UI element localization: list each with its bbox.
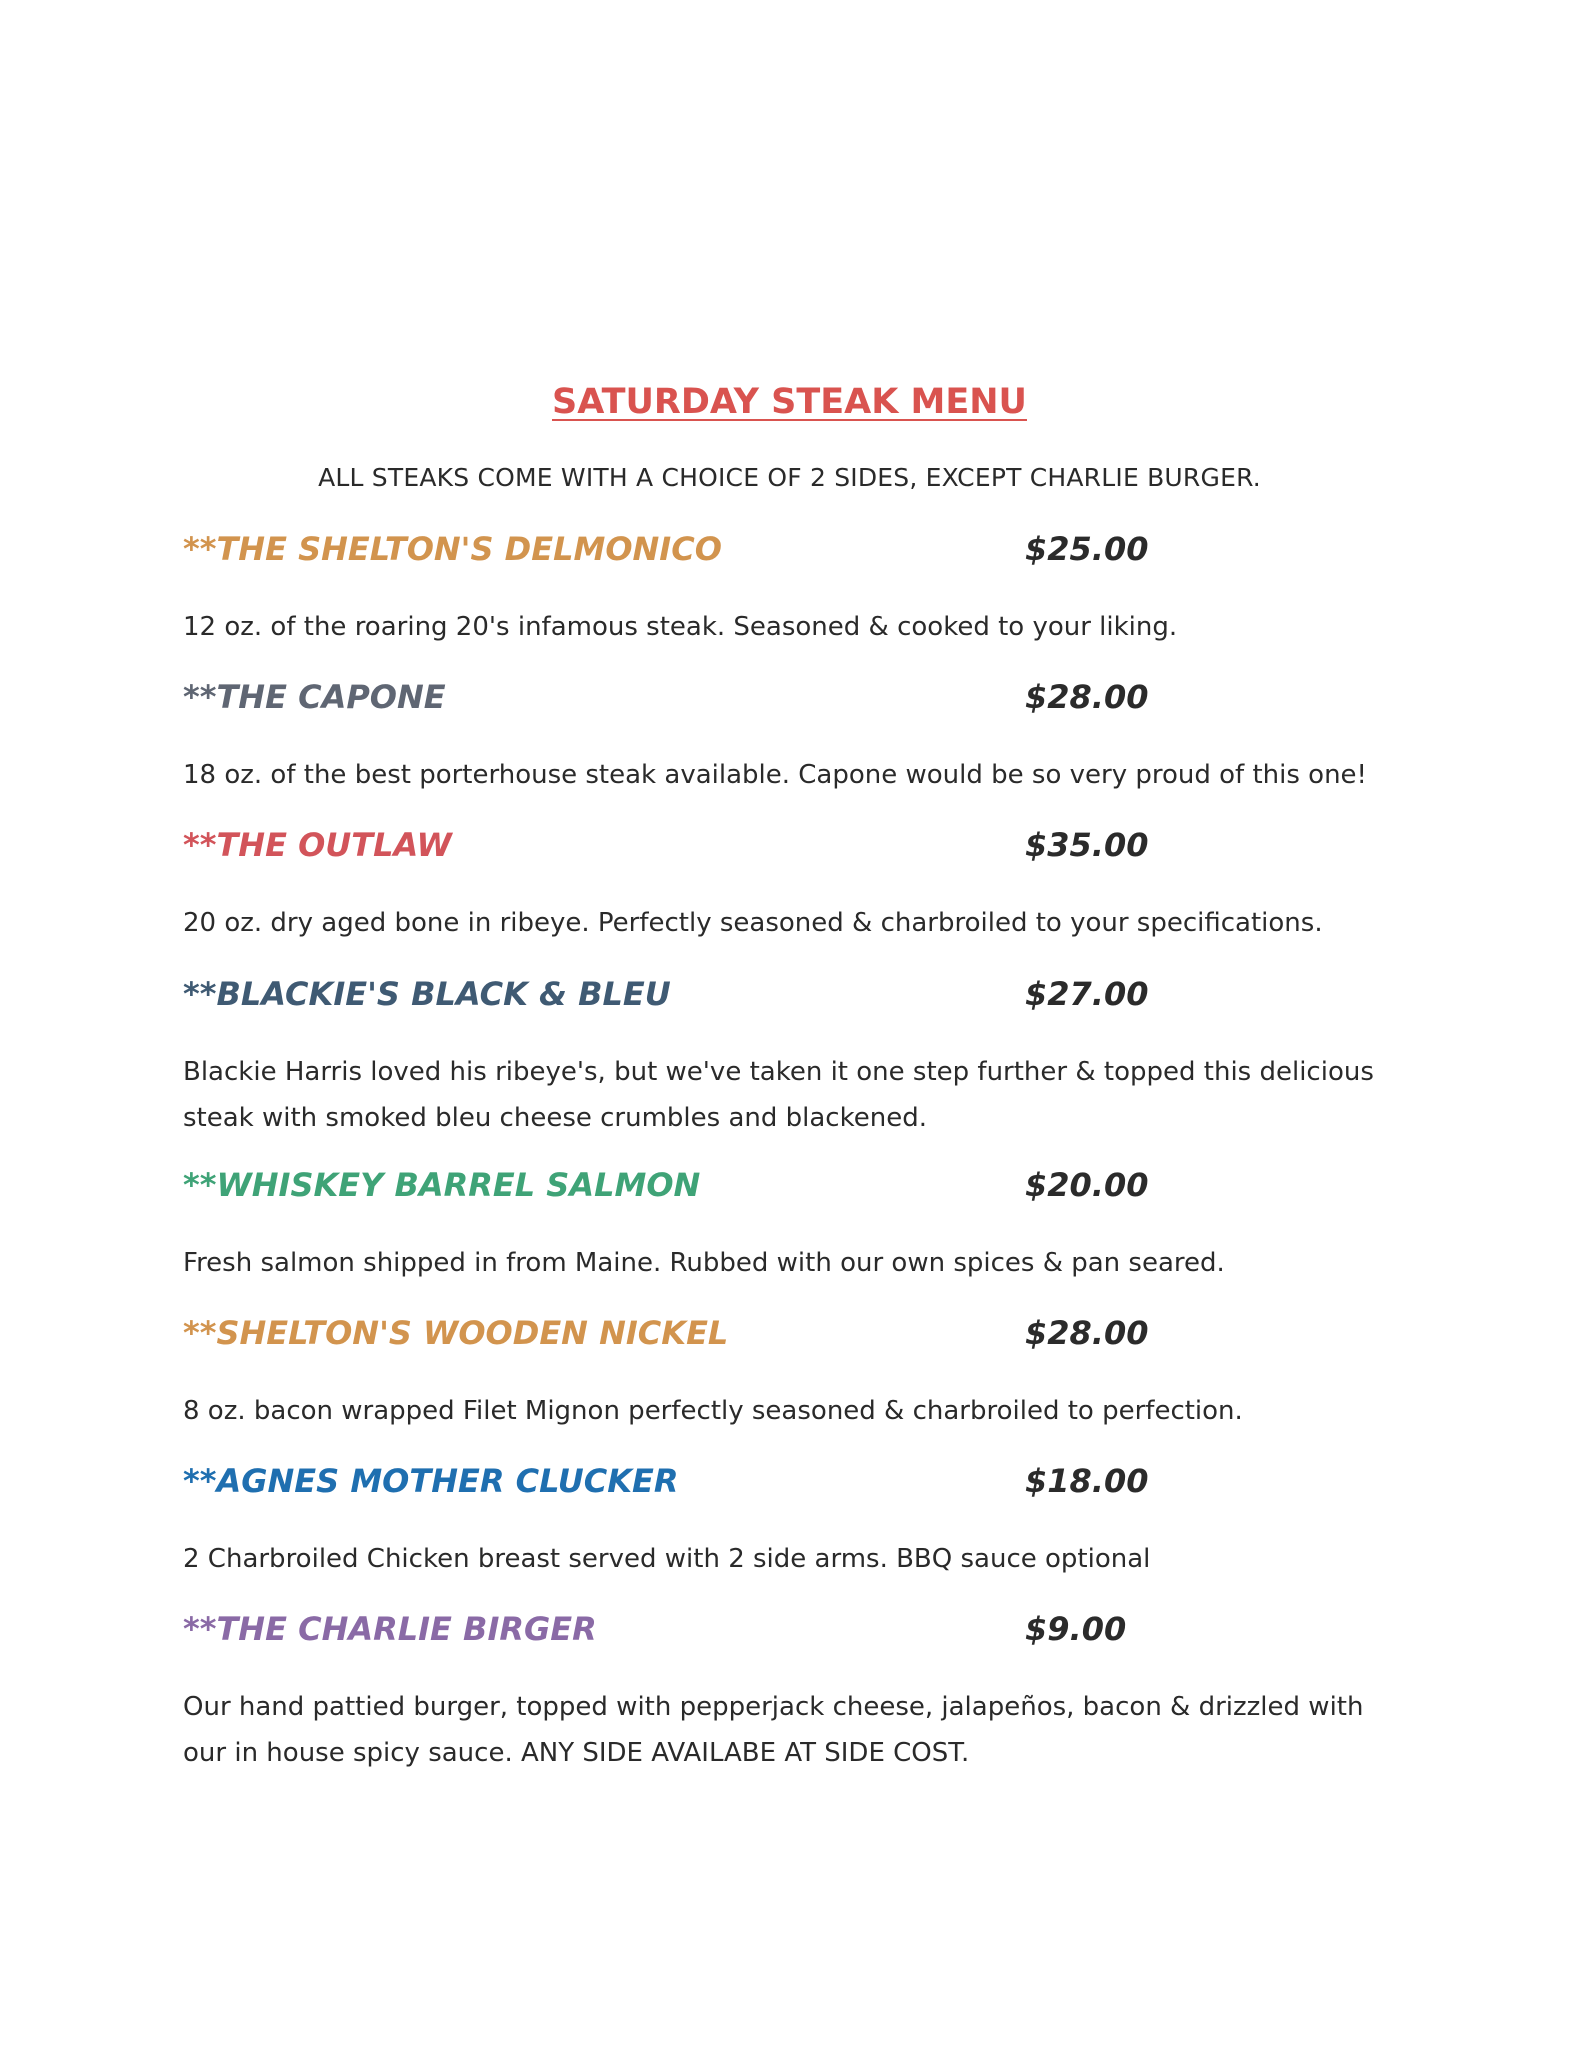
item-description: Our hand pattied burger, topped with pepperjack cheese, jalapeños, bacon & drizzled with our in house spicy sauce. ANY SIDE AVAILABE AT SIDE COST. [183, 1692, 1364, 1768]
item-name: **AGNES MOTHER CLUCKER [183, 1462, 679, 1500]
item-price: $9.00 [1025, 1610, 1127, 1648]
item-name: **THE CHARLIE BIRGER [183, 1610, 597, 1648]
item-name: **SHELTON'S WOODEN NICKEL [183, 1314, 729, 1352]
item-name: **THE CAPONE [183, 678, 446, 716]
item-name: **THE SHELTON'S DELMONICO [183, 530, 722, 568]
item-description: Fresh salmon shipped in from Maine. Rubbed with our own spices & pan seared. [183, 1248, 1225, 1278]
item-name: **BLACKIE'S BLACK & BLEU [183, 975, 671, 1013]
item-price: $35.00 [1025, 826, 1149, 864]
item-description: 20 oz. dry aged bone in ribeye. Perfectly seasoned & charbroiled to your specifications. [183, 908, 1323, 938]
item-name: **WHISKEY BARREL SALMON [183, 1166, 701, 1204]
item-description: Blackie Harris loved his ribeye's, but we've taken it one step further & topped this delicious steak with smoked bleu cheese crumbles and blackened. [183, 1057, 1374, 1133]
item-name: **THE OUTLAW [183, 826, 452, 864]
item-price: $28.00 [1025, 1314, 1149, 1352]
item-price: $28.00 [1025, 678, 1149, 716]
item-price: $27.00 [1025, 975, 1149, 1013]
item-price: $20.00 [1025, 1166, 1149, 1204]
item-price: $25.00 [1025, 530, 1149, 568]
item-description: 18 oz. of the best porterhouse steak available. Capone would be so very proud of this one! [183, 760, 1367, 790]
menu-subtitle: ALL STEAKS COME WITH A CHOICE OF 2 SIDES, EXCEPT CHARLIE BURGER. [318, 463, 1261, 492]
item-description: 8 oz. bacon wrapped Filet Mignon perfectly seasoned & charbroiled to perfection. [183, 1396, 1243, 1426]
item-description: 12 oz. of the roaring 20's infamous steak. Seasoned & cooked to your liking. [183, 612, 1178, 642]
menu-title: SATURDAY STEAK MENU [552, 382, 1027, 422]
item-description: 2 Charbroiled Chicken breast served with 2 side arms. BBQ sauce optional [183, 1544, 1151, 1574]
item-price: $18.00 [1025, 1462, 1149, 1500]
